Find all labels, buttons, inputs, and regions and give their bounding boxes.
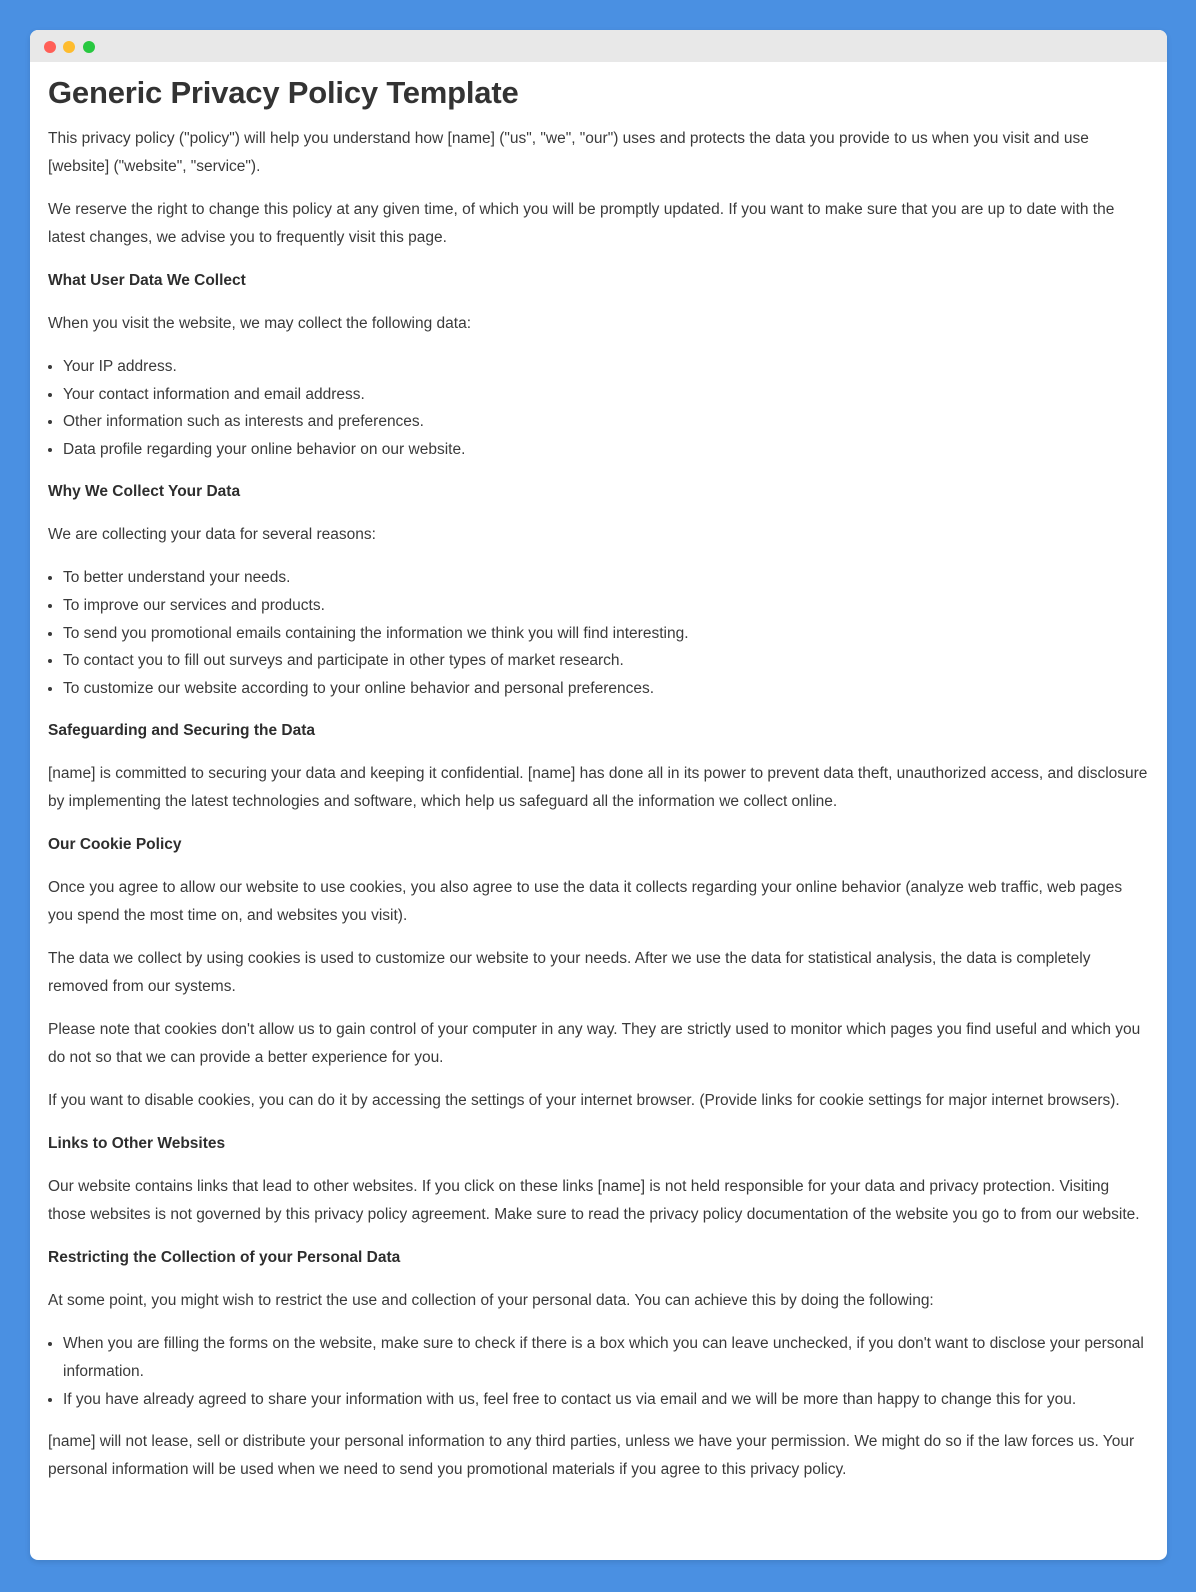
list-item: • When you are filling the forms on the website, make sure to check if there is a box which you can leave unchecked, if you don't want to disclose your personal information. <box>63 1330 1150 1385</box>
section-heading-links: Links to Other Websites <box>48 1135 226 1153</box>
intro-paragraph: We reserve the right to change this policy at any given time, of which you will be promptly updated. If you want to make sure that you are up to date with the latest changes, we advise you to frequently visit this page. <box>48 201 1115 246</box>
section-heading-cookie: Our Cookie Policy <box>48 836 182 854</box>
intro-paragraph: This privacy policy ("policy") will help you understand how [name] ("us", "we", "our") uses and protects the data you provide to us when you visit and use [website] ("website", "service"). <box>48 130 1089 175</box>
document-window <box>30 30 1167 1560</box>
links-paragraph: Our website contains links that lead to other websites. If you click on these links [name] is not held responsible for your data and privacy protection. Visiting those websites is not governed by this privacy policy agreement. Make sure to read the privacy policy documentation of the website you go to from our website. <box>48 1178 1140 1224</box>
safeguard-paragraph: [name] is committed to securing your data and keeping it confidential. [name] has done all in its power to prevent data theft, unauthorized access, and disclosure by implementing the latest technologies and software, which help us safeguard all the information we collect online. <box>48 765 1148 811</box>
list-item: • To improve our services and products. <box>63 592 1150 620</box>
cookie-paragraph: If you want to disable cookies, you can do it by accessing the settings of your internet browser. (Provide links for cookie settings for major internet browsers). <box>48 1092 1120 1110</box>
list-item: • To send you promotional emails containing the information we think you will find interesting. <box>63 620 1150 648</box>
section-heading-why: Why We Collect Your Data <box>48 483 241 501</box>
cookie-paragraph: The data we collect by using cookies is used to customize our website to your needs. After we use the data for statistical analysis, the data is completely removed from our systems. <box>48 950 1091 996</box>
list-item: • Other information such as interests and preferences. <box>63 408 1150 436</box>
list-item: • Your IP address. <box>63 353 1150 381</box>
collect-lead: When you visit the website, we may collect the following data: <box>48 315 472 332</box>
cookie-paragraph: Please note that cookies don't allow us to gain control of your computer in any way. They are strictly used to monitor which pages you find useful and which you do not so that we can provide a better experience for you. <box>48 1021 1141 1067</box>
section-heading-safeguard: Safeguarding and Securing the Data <box>48 722 315 740</box>
list-item: • To customize our website according to your online behavior and personal preferences. <box>63 675 1150 703</box>
list-item: • To contact you to fill out surveys and participate in other types of market research. <box>63 647 1150 675</box>
list-item: • Data profile regarding your online behavior on our website. <box>63 436 1150 464</box>
window-titlebar <box>30 30 1167 62</box>
cookie-paragraph: Once you agree to allow our website to use cookies, you also agree to use the data it collects regarding your online behavior (analyze web traffic, web pages you spend the most time on, and websites you visit). <box>48 879 1123 925</box>
document-content <box>30 62 1167 1484</box>
list-item: • If you have already agreed to share your information with us, feel free to contact us via email and we will be more than happy to change this for you. <box>63 1386 1150 1414</box>
section-heading-restrict: Restricting the Collection of your Personal Data <box>48 1249 401 1267</box>
restrict-list <box>48 1330 1150 1413</box>
restrict-lead: At some point, you might wish to restrict the use and collection of your personal data. You can achieve this by doing the following: <box>48 1292 934 1310</box>
list-item: • To better understand your needs. <box>63 564 1150 592</box>
minimize-window-icon[interactable] <box>63 41 75 53</box>
collect-list <box>48 353 1150 463</box>
why-lead: We are collecting your data for several reasons: <box>48 526 376 544</box>
list-item: • Your contact information and email address. <box>63 381 1150 409</box>
restrict-closing: [name] will not lease, sell or distribute your personal information to any third parties, unless we have your permission. We might do so if the law forces us. Your personal information will be used when we need to send you promotional materials if you agree to this privacy policy. <box>48 1433 1135 1479</box>
section-heading-collect: What User Data We Collect <box>48 272 246 289</box>
page-title: Generic Privacy Policy Template <box>48 75 519 110</box>
close-window-icon[interactable] <box>44 41 56 53</box>
zoom-window-icon[interactable] <box>83 41 95 53</box>
why-list <box>48 564 1150 702</box>
